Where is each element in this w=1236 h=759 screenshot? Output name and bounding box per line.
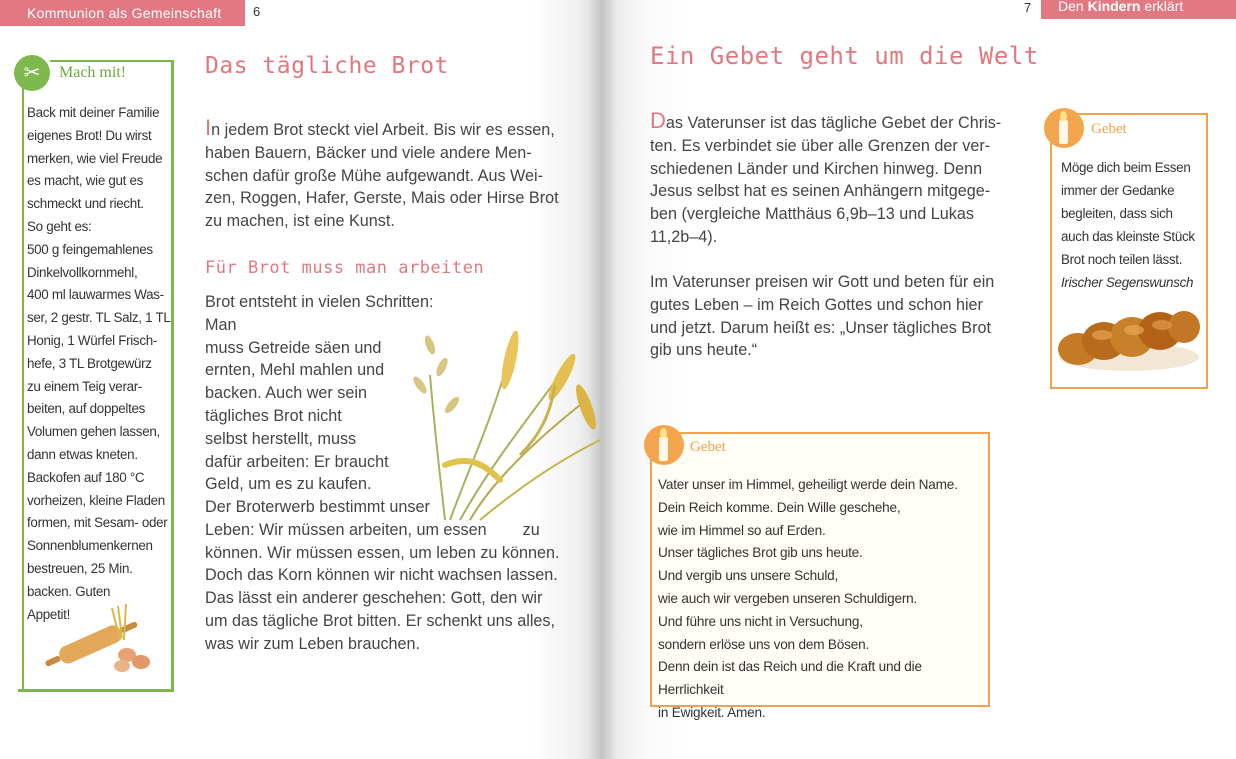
section-header-right: [1041, 0, 1236, 19]
blessing-text: [1061, 156, 1201, 294]
text-line: gutes Leben – im Reich Gottes und schon hier: [650, 295, 983, 314]
text-line: begleiten, dass sich: [1061, 206, 1173, 221]
braided-bread-illustration: [1056, 303, 1202, 375]
scissors-icon: ✂: [14, 55, 50, 91]
text-line: zu machen, ist eine Kunst.: [205, 212, 395, 231]
recipe-line: Appetit!: [27, 606, 71, 622]
text-line: Unser tägliches Brot gib uns heute.: [658, 545, 863, 561]
text-line: Vater unser im Himmel, geheiligt werde dein Name.: [658, 477, 958, 492]
left-article-title: Das tägliche Brot: [205, 53, 449, 79]
text-line: können. Wir müssen essen, um leben zu können.: [205, 543, 560, 562]
blessing-source: Irischer Segenswunsch: [1061, 275, 1194, 290]
page-number-left: 6: [253, 4, 261, 19]
section-header-left: [0, 0, 245, 26]
recipe-line: vorheizen, kleine Fladen: [27, 492, 165, 508]
recipe-line: merken, wie viel Freude: [27, 150, 163, 166]
blessing-box-label: Gebet: [1091, 121, 1127, 137]
text-line: sondern erlöse uns von dem Bösen.: [658, 636, 870, 652]
drop-cap: D: [650, 108, 666, 133]
text-line: 11,2b–4).: [650, 227, 718, 246]
text-line: haben Bauern, Bäcker und viele andere Men-: [205, 143, 532, 162]
text-line: schiedenen Länder und Kirchen hinweg. Denn: [650, 159, 983, 178]
text-line: was wir zum Leben brauchen.: [205, 634, 421, 653]
recipe-line: bestreuen, 25 Min.: [27, 560, 133, 576]
recipe-line: So geht es:: [27, 218, 92, 234]
recipe-line: schmeckt und riecht.: [27, 196, 144, 212]
text-line: Das lässt ein anderer geschehen: Gott, den wir: [205, 589, 543, 608]
recipe-line: Back mit deiner Familie: [27, 105, 160, 120]
section-header-left-text: Kommunion als Gemeinschaft: [27, 5, 222, 21]
section-header-right-bold: Kindern: [1087, 0, 1141, 14]
text-line: auch das kleinste Stück: [1061, 229, 1195, 244]
rolling-pin-illustration: [34, 600, 159, 675]
recipe-line: Volumen gehen lassen,: [27, 424, 160, 440]
recipe-line: 500 g feingemahlenes: [27, 241, 153, 257]
text-line: und jetzt. Darum heißt es: „Unser tägliches Brot: [650, 318, 991, 337]
text-line: Brot entsteht in vielen Schritten: Man: [205, 293, 434, 334]
text-line: muss Getreide säen und: [205, 338, 382, 357]
drop-cap: I: [205, 115, 212, 140]
text-line: wie im Himmel so auf Erden.: [658, 522, 826, 538]
text-line: Geld, um es zu kaufen.: [205, 475, 372, 494]
text-line: Doch das Korn können wir nicht wachsen lassen.: [205, 566, 558, 585]
text-line: tägliches Brot nicht: [205, 406, 342, 425]
text-line: selbst herstellt, muss: [205, 429, 357, 448]
candle-icon: [1044, 108, 1084, 148]
text-line: n jedem Brot steckt viel Arbeit. Bis wir es essen,: [211, 121, 555, 139]
right-article-title: Ein Gebet geht um die Welt: [650, 42, 1039, 70]
recipe-line: beiten, auf doppeltes: [27, 401, 146, 417]
text-line: Jesus selbst hat es seinen Anhängern mitgege-: [650, 182, 991, 201]
page-number-right: 7: [1024, 0, 1032, 15]
text-line: Leben: Wir müssen arbeiten, um essen zu: [205, 520, 540, 539]
mach-mit-label: Mach mit!: [59, 64, 127, 81]
recipe-line: backen. Guten: [27, 583, 111, 599]
grain-illustration: [390, 315, 615, 525]
text-line: Dein Reich komme. Dein Wille geschehe,: [658, 499, 901, 515]
recipe-line: ser, 2 gestr. TL Salz, 1 TL: [27, 310, 171, 326]
text-line: um das tägliche Brot bitten. Er schenkt uns alles,: [205, 611, 556, 630]
mach-mit-left-rule: [22, 85, 24, 691]
recipe-line: eigenes Brot! Du wirst: [27, 127, 152, 143]
recipe-line: Sonnenblumenkernen: [27, 538, 153, 554]
text-line: Brot noch teilen lässt.: [1061, 252, 1183, 267]
text-line: Und vergib uns unsere Schuld,: [658, 568, 839, 584]
text-line: wie auch wir vergeben unseren Schuldigern.: [658, 590, 918, 606]
text-line: zen, Roggen, Hafer, Gerste, Mais oder Hirse Brot: [205, 189, 559, 208]
text-line: gib uns heute.“: [650, 341, 758, 360]
recipe-line: dann etwas kneten.: [27, 446, 138, 462]
text-line: in Ewigkeit. Amen.: [658, 704, 766, 720]
text-line: ben (vergleiche Matthäus 6,9b–13 und Lukas: [650, 205, 974, 224]
section-header-right-suffix: erklärt: [1140, 0, 1184, 14]
recipe-line: hefe, 3 TL Brotgewürz: [27, 355, 152, 371]
text-line: Und führe uns nicht in Versuchung,: [658, 613, 863, 629]
text-line: schen dafür große Mühe aufgewandt. Aus Wei-: [205, 166, 544, 185]
recipe-line: formen, mit Sesam- oder: [27, 515, 168, 531]
right-paragraph-2: [650, 271, 1030, 362]
recipe-line: zu einem Teig verar-: [27, 378, 143, 394]
section-header-right-prefix: Den: [1058, 0, 1088, 14]
text-line: Möge dich beim Essen: [1061, 160, 1191, 175]
text-line: dafür arbeiten: Er braucht: [205, 452, 389, 471]
text-line: immer der Gedanke: [1061, 183, 1175, 198]
text-line: backen. Auch wer sein: [205, 384, 367, 403]
prayer-text: [658, 474, 988, 725]
text-line: Im Vaterunser preisen wir Gott und beten für ein: [650, 273, 995, 291]
left-article-subtitle: Für Brot muss man arbeiten: [205, 258, 485, 278]
candle-icon: [644, 425, 684, 465]
recipe-text: [27, 102, 172, 626]
mach-mit-top-rule: [50, 60, 174, 62]
text-line: Der Broterwerb bestimmt unser: [205, 498, 430, 516]
recipe-line: Dinkelvollkornmehl,: [27, 264, 138, 280]
prayer-box-label: Gebet: [690, 439, 726, 455]
text-line: ten. Es verbindet sie über alle Grenzen der ver-: [650, 136, 991, 155]
text-line: ernten, Mehl mahlen und: [205, 361, 385, 380]
recipe-line: es macht, wie gut es: [27, 173, 144, 189]
left-intro-paragraph: [205, 117, 590, 233]
recipe-line: 400 ml lauwarmes Was-: [27, 287, 164, 303]
recipe-line: Honig, 1 Würfel Frisch-: [27, 332, 158, 348]
right-paragraph-1: [650, 110, 1030, 249]
text-line: as Vaterunser ist das tägliche Gebet der Chris-: [665, 114, 1002, 132]
recipe-line: Backofen auf 180 °C: [27, 469, 145, 485]
text-line: Denn dein ist das Reich und die Kraft und die Herrlichkeit: [658, 659, 922, 698]
